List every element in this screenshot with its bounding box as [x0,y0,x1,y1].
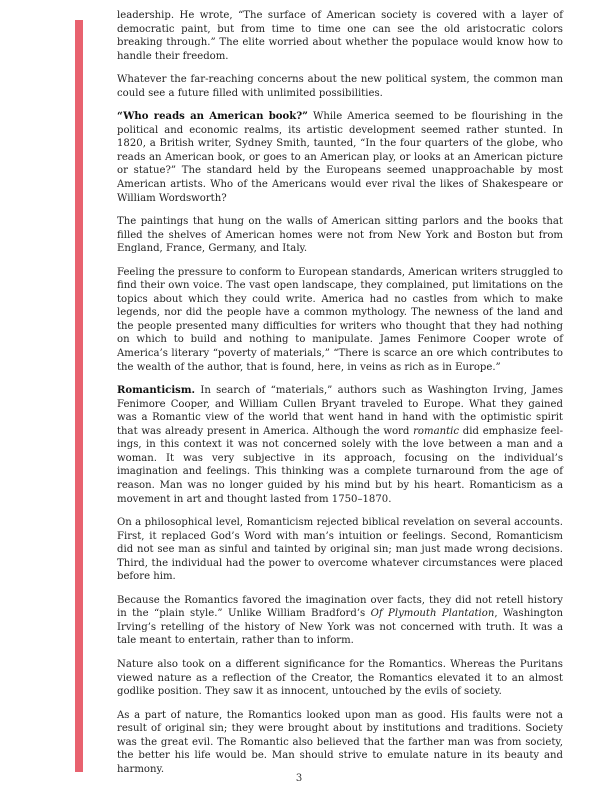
paragraph-6-text-a: In search of “materials,” authors such as Washington Irving, James Fenimore Cooper, and William Cullen Bryant traveled to Europe. What they gained was a Romantic view of the world that went hand in hand with the optimistic spirit that was already present in America. Although the word [117,385,563,437]
paragraph-4 [117,215,563,256]
paragraph-2 [117,73,563,100]
body-text-column [117,9,563,786]
paragraph-7-text: On a philosophical level, Romanticism rejected biblical revelation on several accounts. First, it replaced God’s Word with man’s intuition or feelings. Second, Romanticism did not see man as sinful and tainted by original sin; man just made wrong decisions. Third, the individual had the power to overcome whatever circumstances were placed before him. [117,517,563,583]
paragraph-9 [117,658,563,699]
paragraph-6 [117,384,563,506]
page-number: 3 [295,773,303,784]
paragraph-6-italic-term: romantic [413,425,460,437]
paragraph-1 [117,9,563,63]
paragraph-4-text: The paintings that hung on the walls of American sitting parlors and the books that filled the shelves of American homes were not from New York and Boston but from England, France, Germany, and Italy. [117,216,563,255]
section-heading-romanticism: Romanticism. [117,385,196,397]
paragraph-9-text: Nature also took on a different significance for the Romantics. Whereas the Puritans viewed nature as a reflection of the Creator, the Romantics elevated it to an almost godlike position. They saw it as innocent, untouched by the evils of society. [117,658,563,698]
paragraph-5-text: Feeling the pressure to conform to European standards, American writers struggled to find their own voice. The vast open landscape, they complained, put limitations on the topics about which they could write. America had no castles from which to make legends, nor did the people have a common mythology. The newness of the land and the people presented many difficulties for writers who thought that they had nothing on which to build and nothing to manipulate. James Fenimore Cooper wrote of America’s literary “poverty of materials,” “There is scarce an ore which contributes to the wealth of the author, that is found, here, in veins as rich as in Europe.” [117,266,563,373]
paragraph-8 [117,594,563,648]
paragraph-8-text-a: Because the Romantics favored the imagination over facts, they did not retell history in the “plain style.” Unlike William Bradford’s [117,594,563,620]
paragraph-6-text-b: did emphasize feelings, in this context it was not concerned solely with the love between a man and a woman. It was very subjective in its approach, focusing on the individual’s imagination and feelings. This thinking was a complete turnaround from the age of reason. Man was no longer guided by his mind but by his heart. Romanticism as a movement in art and thought lasted from 1750–1870. [117,425,563,505]
paragraph-8-book-title: Of Plymouth Plantation [370,608,495,620]
paragraph-3 [117,110,563,205]
paragraph-10-text: As a part of nature, the Romantics looked upon man as good. His faults were not a result of original sin; they were brought about by institutions and traditions. Society was the great evil. The Romantic also believed that the farther man was from society, the better his life would be. Man should strive to emulate nature in its beauty and harmony. [117,709,563,775]
paragraph-3-text: While America seemed to be flourishing in the political and economic realms, its artistic development seemed rather stunted. In 1820, a British writer, Sydney Smith, taunted, “In the four quarters of the globe, who reads an American book, or goes to an American play, or looks at an American picture or statue?” The standard held by the Europeans seemed unapproachable by most American artists. Who of the Americans would ever rival the likes of Shakespeare or William Wordsworth? [117,111,563,204]
paragraph-10 [117,709,563,777]
paragraph-8-text-b: , Washington Irving’s retelling of the history of New York was not concerned with truth. It was a tale meant to entertain, rather than to inform. [117,608,563,647]
paragraph-1-text: leadership. He wrote, “The surface of American society is covered with a layer of democratic paint, but from time to time one can see the old aristocratic colors breaking through.” The elite worried about whether the populace would know how to handle their freedom. [117,10,563,62]
accent-sidebar-bar [75,20,83,772]
paragraph-7 [117,516,563,584]
paragraph-5 [117,266,563,374]
paragraph-2-text: Whatever the far-reaching concerns about the new political system, the common man could see a future filled with unlimited possibilities. [117,74,563,99]
section-heading-who-reads: “Who reads an American book?” [117,111,308,123]
